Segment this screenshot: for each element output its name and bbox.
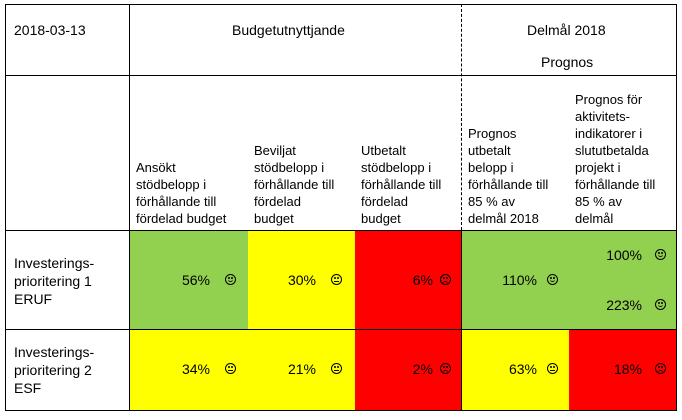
smiley-neutral-icon xyxy=(331,274,342,285)
smiley-sad-icon xyxy=(440,363,451,374)
smiley-happy-icon xyxy=(655,299,666,310)
column-header-3: Utbetalt stödbelopp i förhållande till fördelad budget xyxy=(361,143,442,226)
value-r1-c4: 110% xyxy=(502,272,537,288)
label-column-line xyxy=(129,4,130,411)
row1-top-line xyxy=(5,230,677,231)
value-r2-c4: 63% xyxy=(508,361,537,377)
value-r1-c1: 56% xyxy=(181,272,210,288)
row-label-2: Investerings- prioritering 2 ESF xyxy=(14,344,95,396)
cell-r1-c5 xyxy=(569,231,676,330)
value-r1-c5-a: 100% xyxy=(606,247,642,263)
value-r1-c5-b: 223% xyxy=(606,297,642,313)
header-divider xyxy=(5,75,677,76)
smiley-sad-icon xyxy=(440,274,451,285)
row2-top-line xyxy=(5,329,677,330)
smiley-neutral-icon xyxy=(331,363,342,374)
column-header-5: Prognos för aktivitets- indikatorer i slututbetalda projekt i förhållande till 85 % av delmål xyxy=(575,92,656,226)
smiley-neutral-icon xyxy=(225,363,236,374)
smiley-neutral-icon xyxy=(547,363,558,374)
column-header-4: Prognos utbetalt belopp i förhållande till 85 % av delmål 2018 xyxy=(468,126,549,226)
value-r2-c2: 21% xyxy=(287,361,316,377)
column-header-2: Beviljat stödbelopp i förhållande till fördelad budget xyxy=(254,143,335,226)
value-r2-c1: 34% xyxy=(181,361,210,377)
value-r1-c2: 30% xyxy=(287,272,316,288)
report-date: 2018-03-13 xyxy=(14,22,86,38)
column-header-1: Ansökt stödbelopp i förhållande till fördelad budget xyxy=(136,160,227,226)
goal-group-title: Delmål 2018 xyxy=(527,22,606,38)
value-r2-c5: 18% xyxy=(613,361,642,377)
goal-solid-line xyxy=(461,230,462,411)
budget-group-title: Budgetutnyttjande xyxy=(232,22,345,38)
row-label-1: Investerings- prioritering 1 ERUF xyxy=(14,255,95,307)
forecast-group-title: Prognos xyxy=(541,54,594,70)
smiley-happy-icon xyxy=(655,249,666,260)
smiley-happy-icon xyxy=(225,274,236,285)
smiley-happy-icon xyxy=(547,274,558,285)
smiley-sad-icon xyxy=(655,363,666,374)
goal-dashed-line xyxy=(461,4,462,230)
value-r2-c3: 2% xyxy=(412,361,433,377)
value-r1-c3: 6% xyxy=(412,272,433,288)
